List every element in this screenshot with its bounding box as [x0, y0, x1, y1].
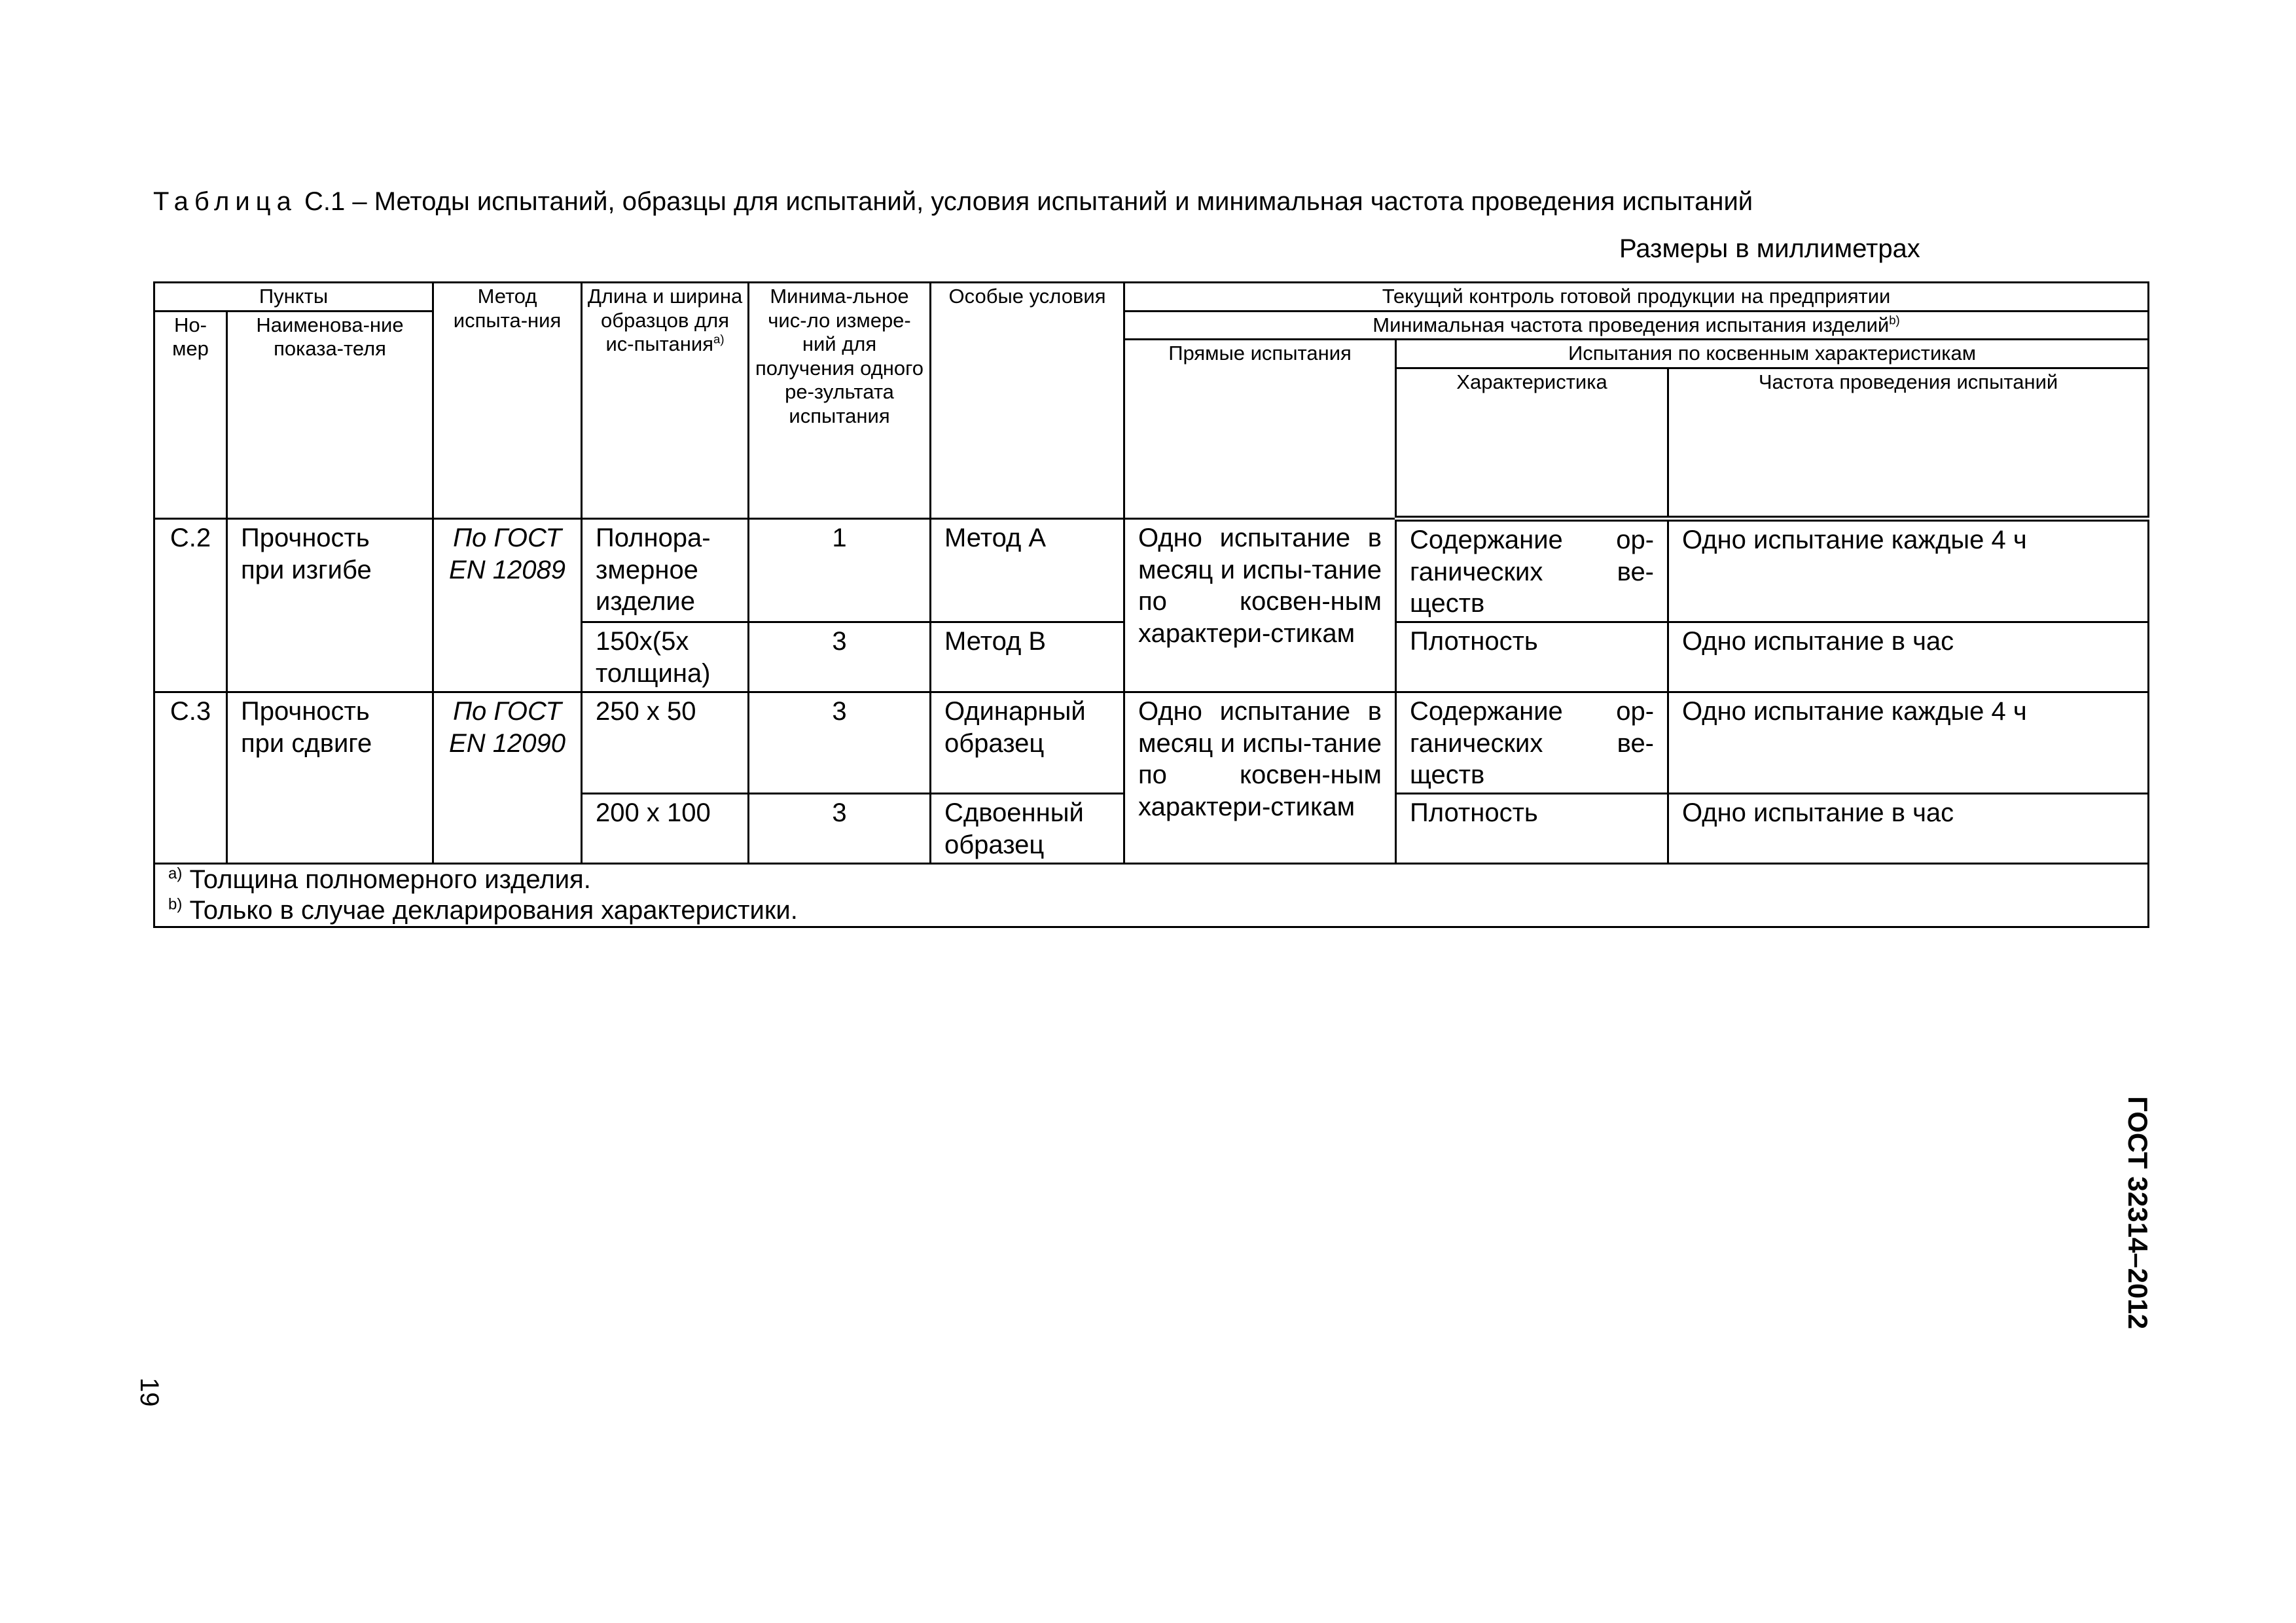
header-sample-size-text: Длина и ширина образцов для ис-пытания [587, 285, 743, 356]
row-method: По ГОСТ EN 12090 [433, 692, 582, 863]
row-min-count: 1 [749, 518, 931, 622]
footnote-b-text: Только в случае декларирования характеристики. [189, 895, 798, 925]
units-note: Размеры в миллиметрах [1619, 234, 1920, 263]
standard-code: ГОСТ 32314–2012 [2123, 1096, 2153, 1330]
row-indicator: Прочность при изгибе [227, 518, 433, 692]
table-row [154, 692, 2149, 793]
row-number: С.2 [154, 518, 227, 692]
row-sample-size: 250 х 50 [582, 692, 749, 793]
header-min-frequency-text: Минимальная частота проведения испытания изделий [1372, 313, 1890, 336]
header-min-frequency-note: b) [1889, 313, 1900, 327]
header-sample-size-note: а) [713, 332, 725, 346]
header-test-frequency: Частота проведения испытаний [1668, 368, 2149, 518]
page-number: 19 [135, 1378, 164, 1407]
header-method: Метод испыта-ния [433, 283, 582, 519]
row-conditions: Одинарный образец [931, 692, 1124, 793]
row-frequency: Одно испытание каждые 4 ч [1668, 692, 2149, 793]
row-characteristic: Плотность [1396, 622, 1668, 692]
header-characteristic: Характеристика [1396, 368, 1668, 518]
row-direct-tests: Одно испытание в месяц и испы-тание по косвен-ным характери-стикам [1124, 692, 1396, 863]
row-min-count: 3 [749, 692, 931, 793]
header-special-conditions: Особые условия [931, 283, 1124, 519]
footnote-a-mark: а) [168, 865, 183, 883]
footnote-b-mark: b) [168, 895, 183, 914]
row-characteristic: Плотность [1396, 794, 1668, 864]
row-min-count: 3 [749, 794, 931, 864]
footnote-b [168, 895, 2134, 926]
header-factory-control: Текущий контроль готовой продукции на предприятии [1124, 283, 2149, 312]
row-number: С.3 [154, 692, 227, 863]
caption-word: Таблица [153, 187, 297, 216]
row-characteristic: Содержание ор-ганических ве-ществ [1396, 692, 1668, 793]
header-number: Но-мер [154, 311, 227, 518]
header-direct-tests: Прямые испытания [1124, 340, 1396, 519]
row-frequency: Одно испытание в час [1668, 622, 2149, 692]
row-direct-tests: Одно испытание в месяц и испы-тание по косвен-ным характери-стикам [1124, 518, 1396, 692]
row-conditions: Метод А [931, 518, 1124, 622]
table-caption [153, 187, 1753, 217]
footnotes [154, 863, 2149, 927]
caption-text: – Методы испытаний, образцы для испытаний, условия испытаний и минимальная частота проведения испытаний [352, 187, 1753, 216]
caption-number: С.1 [304, 187, 346, 216]
table-row [154, 518, 2149, 622]
row-sample-size: Полнора-змерное изделие [582, 518, 749, 622]
footnote-a [168, 865, 2134, 895]
row-characteristic: Содержание ор-ганических ве-ществ [1396, 518, 1668, 622]
row-sample-size: 200 х 100 [582, 794, 749, 864]
row-method: По ГОСТ EN 12089 [433, 518, 582, 692]
header-min-measurements: Минима-льное чис-ло измере-ний для получения одного ре-зультата испытания [749, 283, 931, 519]
row-conditions: Сдвоенный образец [931, 794, 1124, 864]
header-sample-size [582, 283, 749, 519]
footnote-a-text: Толщина полномерного изделия. [189, 865, 591, 894]
header-row-1 [154, 283, 2149, 312]
header-points: Пункты [154, 283, 433, 312]
header-min-frequency [1124, 311, 2149, 340]
row-frequency: Одно испытание в час [1668, 794, 2149, 864]
test-methods-table [153, 281, 2149, 928]
row-sample-size: 150х(5х толщина) [582, 622, 749, 692]
row-conditions: Метод В [931, 622, 1124, 692]
header-indirect-tests: Испытания по косвенным характеристикам [1396, 340, 2149, 368]
header-indicator-name: Наименова-ние показа-теля [227, 311, 433, 518]
footnotes-row [154, 863, 2149, 927]
row-frequency: Одно испытание каждые 4 ч [1668, 518, 2149, 622]
row-min-count: 3 [749, 622, 931, 692]
row-indicator: Прочность при сдвиге [227, 692, 433, 863]
